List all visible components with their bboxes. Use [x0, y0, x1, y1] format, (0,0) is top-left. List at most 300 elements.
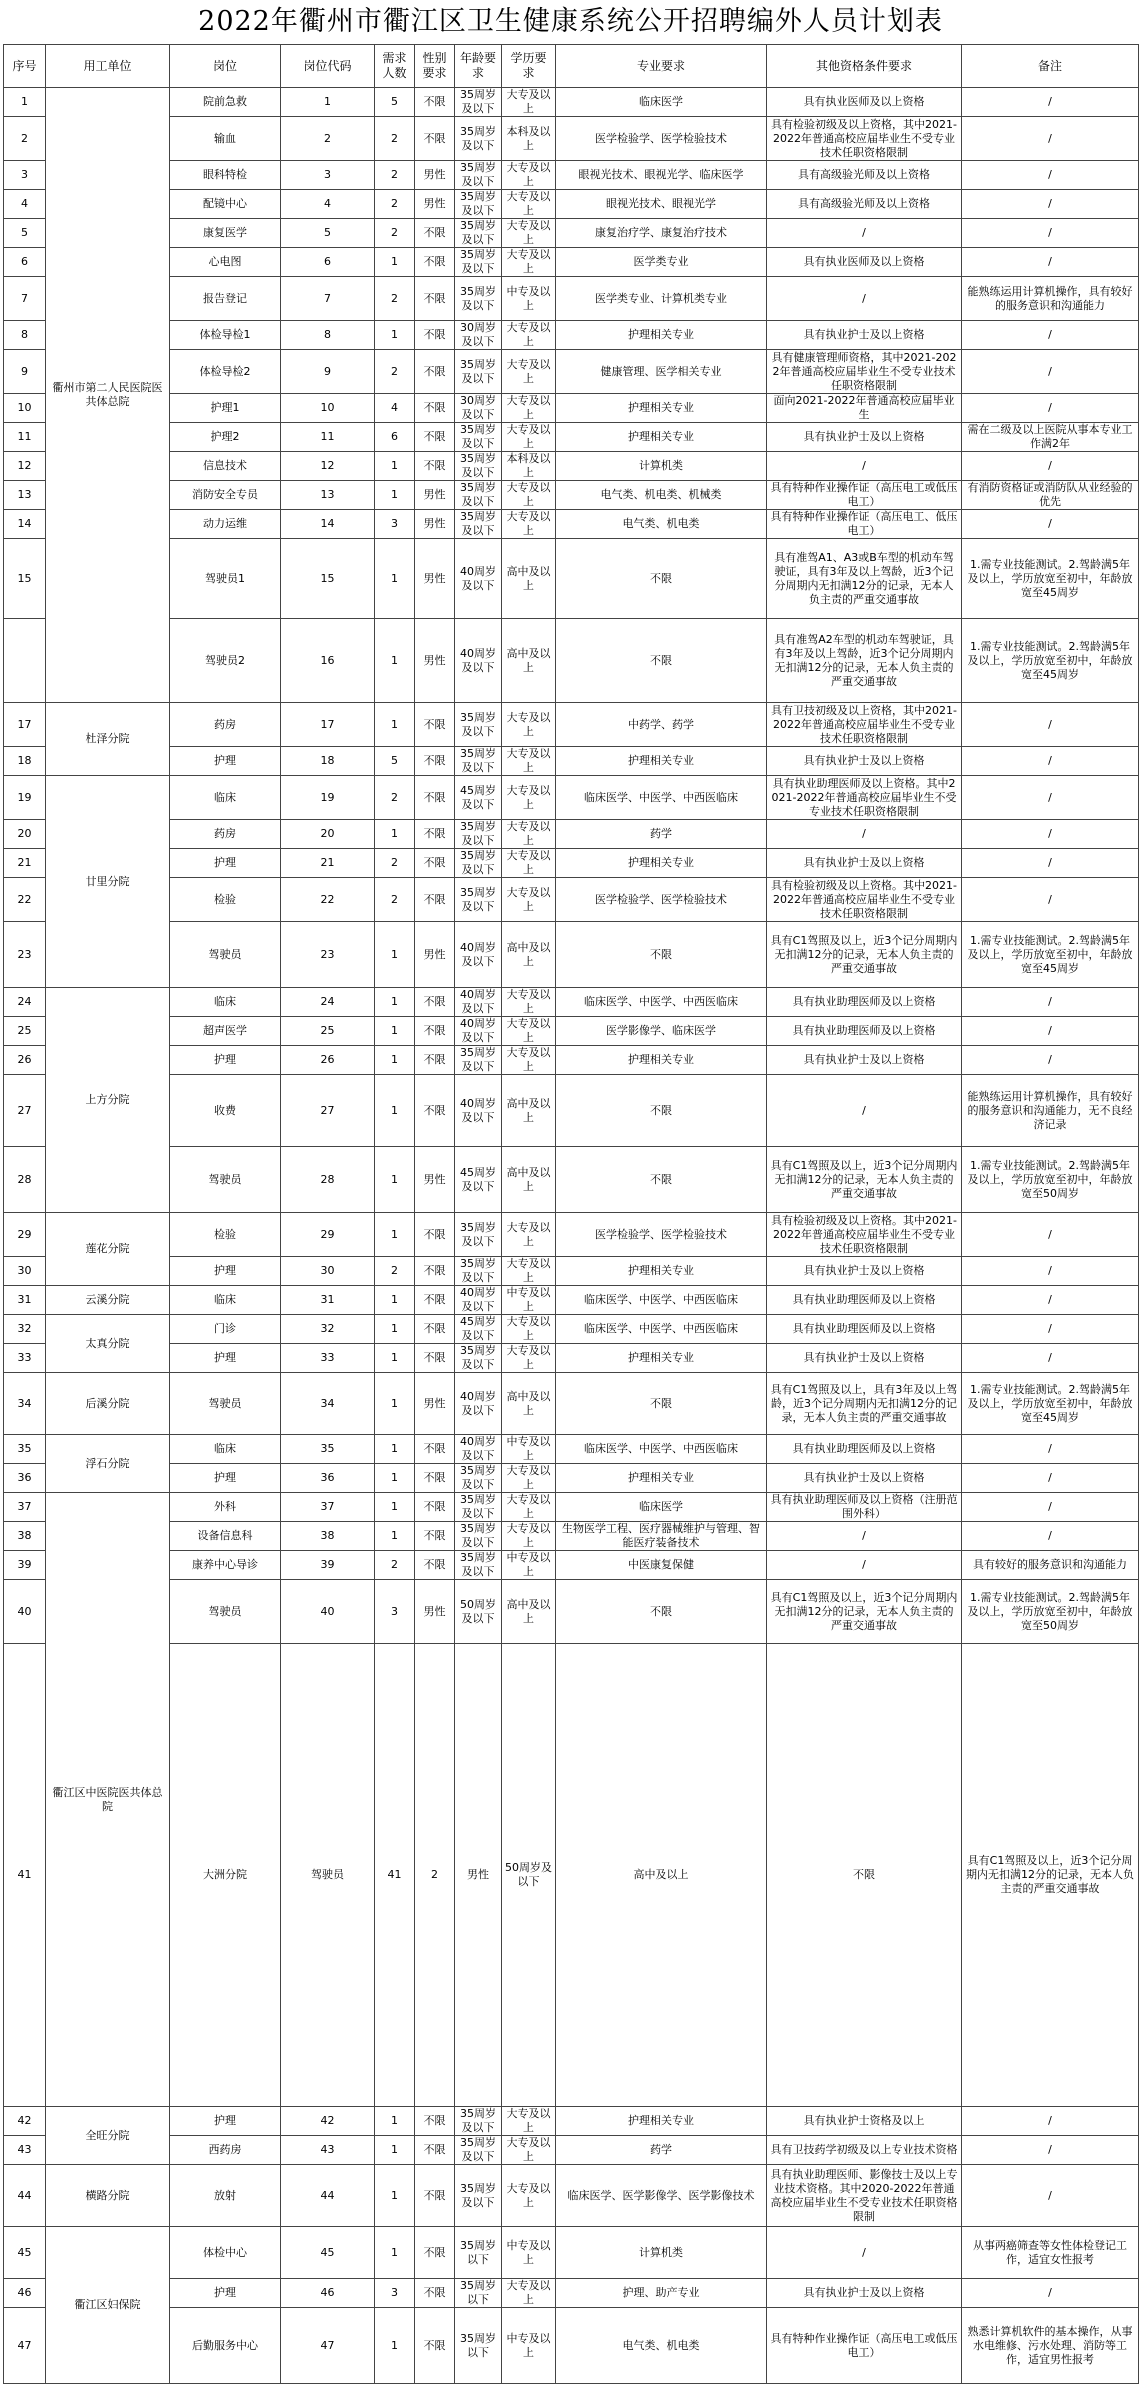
cell-code: 29 — [281, 1213, 375, 1257]
cell-post: 驾驶员 — [170, 1147, 281, 1213]
cell-no: 38 — [4, 1522, 46, 1551]
table-row — [4, 619, 1139, 703]
cell-post: 护理1 — [170, 394, 281, 423]
cell-code: 18 — [281, 747, 375, 776]
cell-edu: 大专及以上 — [502, 2279, 556, 2308]
cell-edu: 大专及以上 — [502, 2165, 556, 2227]
cell-age: 40周岁及以下 — [455, 539, 502, 619]
cell-post: 外科 — [170, 1493, 281, 1522]
cell-post: 动力运维 — [170, 510, 281, 539]
header-code: 岗位代码 — [281, 45, 375, 88]
cell-note: / — [962, 161, 1139, 190]
cell-code: 12 — [281, 452, 375, 481]
cell-major: 医学检验学、医学检验技术 — [556, 878, 767, 922]
cell-age: 35周岁及以下 — [455, 1522, 502, 1551]
cell-note: 1.需专业技能测试。2.驾龄满5年及以上，学历放宽至初中，年龄放宽至50周岁 — [962, 1147, 1139, 1213]
cell-other: 具有卫技初级及以上资格，其中2021-2022年普通高校应届毕业生不受专业技术任职资格限制 — [767, 703, 962, 747]
table-row — [4, 394, 1139, 423]
cell-major: 生物医学工程、医疗器械维护与管理、智能医疗装备技术 — [556, 1522, 767, 1551]
cell-no: 23 — [4, 922, 46, 988]
cell-edu: 大专及以上 — [502, 510, 556, 539]
cell-gender: 不限 — [415, 394, 455, 423]
cell-gender: 不限 — [415, 1435, 455, 1464]
cell-edu: 大专及以上 — [502, 190, 556, 219]
cell-major: 不限 — [556, 1580, 767, 1644]
cell-post: 驾驶员 — [170, 1373, 281, 1435]
cell-age: 35周岁及以下 — [455, 248, 502, 277]
cell-note: / — [962, 1046, 1139, 1075]
cell-other: 具有执业护士及以上资格 — [767, 1464, 962, 1493]
cell-code: 42 — [281, 2107, 375, 2136]
cell-post: 驾驶员2 — [170, 619, 281, 703]
cell-note: / — [962, 350, 1139, 394]
cell-other: 具有执业助理医师、影像技士及以上专业技术资格。其中2020-2022年普通高校应届毕业生不受专业技术任职资格限制 — [767, 2165, 962, 2227]
table-row — [4, 2227, 1139, 2279]
cell-code: 45 — [281, 2227, 375, 2279]
cell-age: 35周岁及以下 — [455, 747, 502, 776]
cell-no: 39 — [4, 1551, 46, 1580]
header-note: 备注 — [962, 45, 1139, 88]
cell-age: 35周岁及以下 — [455, 219, 502, 248]
cell-code: 24 — [281, 988, 375, 1017]
cell-note: 能熟练运用计算机操作，具有较好的服务意识和沟通能力 — [962, 277, 1139, 321]
cell-major: 健康管理、医学相关专业 — [556, 350, 767, 394]
cell-other: 具有执业助理医师及以上资格 — [767, 1435, 962, 1464]
cell-gender: 不限 — [415, 1522, 455, 1551]
cell-major: 康复治疗学、康复治疗技术 — [556, 219, 767, 248]
header-no: 序号 — [4, 45, 46, 88]
cell-edu: 大专及以上 — [502, 1257, 556, 1286]
cell-unit: 全旺分院 — [46, 2107, 170, 2165]
cell-other: 具有执业护士及以上资格 — [767, 849, 962, 878]
cell-other: 具有检验初级及以上资格，其中2021-2022年普通高校应届毕业生不受专业技术任职资格限制 — [767, 117, 962, 161]
cell-other: 具有C1驾照及以上，具有3年及以上驾龄，近3个记分周期内无扣满12分的记录，无本人负主责的严重交通事故 — [767, 1373, 962, 1435]
cell-gender: 不限 — [415, 1464, 455, 1493]
cell-major: 临床医学、中医学、中西医临床 — [556, 1286, 767, 1315]
cell-post: 消防安全专员 — [170, 481, 281, 510]
cell-age: 40周岁及以下 — [455, 1075, 502, 1147]
cell-edu: 高中及以上 — [502, 539, 556, 619]
cell-code: 47 — [281, 2308, 375, 2384]
cell-major: 不限 — [556, 539, 767, 619]
cell-note: / — [962, 2165, 1139, 2227]
cell-gender: 不限 — [415, 747, 455, 776]
table-row — [4, 1522, 1139, 1551]
cell-code: 15 — [281, 539, 375, 619]
cell-other: 具有执业医师及以上资格 — [767, 248, 962, 277]
cell-no: 8 — [4, 321, 46, 350]
cell-age: 45周岁及以下 — [455, 1315, 502, 1344]
cell-gender: 不限 — [415, 350, 455, 394]
cell-edu: 大专及以上 — [502, 2136, 556, 2165]
cell-no: 18 — [4, 747, 46, 776]
cell-major: 中药学、药学 — [556, 703, 767, 747]
cell-no: 27 — [4, 1075, 46, 1147]
cell-code: 31 — [281, 1286, 375, 1315]
cell-edu: 本科及以上 — [502, 117, 556, 161]
cell-edu: 大专及以上 — [502, 321, 556, 350]
cell-code: 32 — [281, 1315, 375, 1344]
cell-other: / — [767, 820, 962, 849]
cell-post: 临床 — [170, 1435, 281, 1464]
cell-major: 临床医学 — [556, 88, 767, 117]
cell-major: 护理相关专业 — [556, 423, 767, 452]
cell-post: 检验 — [170, 878, 281, 922]
table-row — [4, 1493, 1139, 1522]
table-row — [4, 1644, 1139, 2107]
cell-gender: 男性 — [415, 481, 455, 510]
cell-unit: 后溪分院 — [46, 1373, 170, 1435]
cell-age: 30周岁及以下 — [455, 394, 502, 423]
cell-gender: 不限 — [415, 1017, 455, 1046]
table-row — [4, 1464, 1139, 1493]
cell-code: 39 — [281, 1551, 375, 1580]
cell-note: / — [962, 703, 1139, 747]
cell-post: 康复医学 — [170, 219, 281, 248]
cell-code: 40 — [281, 1580, 375, 1644]
page-title: 2022年衢州市衢江区卫生健康系统公开招聘编外人员计划表 — [198, 6, 943, 37]
cell-age: 40周岁及以下 — [455, 1373, 502, 1435]
cell-no — [4, 619, 46, 703]
table-row — [4, 321, 1139, 350]
table-row — [4, 820, 1139, 849]
cell-no: 43 — [4, 2136, 46, 2165]
cell-note: 需在二级及以上医院从事本专业工作满2年 — [962, 423, 1139, 452]
cell-no: 34 — [4, 1373, 46, 1435]
header-gender: 性别要求 — [415, 45, 455, 88]
cell-count: 5 — [375, 747, 415, 776]
cell-major: 电气类、机电类、机械类 — [556, 481, 767, 510]
cell-no: 45 — [4, 2227, 46, 2279]
cell-edu: 大专及以上 — [502, 248, 556, 277]
cell-age: 45周岁及以下 — [455, 776, 502, 820]
cell-count: 1 — [375, 1286, 415, 1315]
cell-other: / — [767, 277, 962, 321]
table-row — [4, 1286, 1139, 1315]
table-row — [4, 1373, 1139, 1435]
cell-post: 护理 — [170, 1046, 281, 1075]
cell-count: 1 — [375, 1373, 415, 1435]
cell-gender: 不限 — [415, 1046, 455, 1075]
cell-no: 28 — [4, 1147, 46, 1213]
cell-other: / — [767, 2227, 962, 2279]
cell-major: 医学类专业 — [556, 248, 767, 277]
table-row — [4, 190, 1139, 219]
cell-code: 3 — [281, 161, 375, 190]
cell-gender: 不限 — [415, 2107, 455, 2136]
cell-code: 25 — [281, 1017, 375, 1046]
cell-edu: 大专及以上 — [502, 161, 556, 190]
cell-gender: 男性 — [415, 1580, 455, 1644]
cell-major: 临床医学 — [556, 1493, 767, 1522]
cell-note: / — [962, 1017, 1139, 1046]
cell-major: 不限 — [556, 1075, 767, 1147]
cell-unit: 浮石分院 — [46, 1435, 170, 1493]
cell-note: / — [962, 1464, 1139, 1493]
cell-no: 26 — [4, 1046, 46, 1075]
table-row — [4, 510, 1139, 539]
cell-edu: 大专及以上 — [502, 1017, 556, 1046]
cell-note: 1.需专业技能测试。2.驾龄满5年及以上，学历放宽至初中，年龄放宽至45周岁 — [962, 539, 1139, 619]
cell-gender: 不限 — [415, 1257, 455, 1286]
table-body — [4, 88, 1139, 2384]
cell-unit: 大洲分院 — [170, 1644, 281, 2107]
cell-major: 医学检验学、医学检验技术 — [556, 1213, 767, 1257]
table-row — [4, 423, 1139, 452]
cell-edu: 高中及以上 — [502, 619, 556, 703]
cell-no: 14 — [4, 510, 46, 539]
cell-note: / — [962, 452, 1139, 481]
cell-note: / — [962, 88, 1139, 117]
cell-note: / — [962, 1257, 1139, 1286]
cell-no: 24 — [4, 988, 46, 1017]
cell-no: 1 — [4, 88, 46, 117]
cell-note: 1.需专业技能测试。2.驾龄满5年及以上，学历放宽至初中，年龄放宽至45周岁 — [962, 619, 1139, 703]
cell-no: 33 — [4, 1344, 46, 1373]
cell-other: / — [767, 452, 962, 481]
cell-major: 不限 — [556, 922, 767, 988]
cell-code: 6 — [281, 248, 375, 277]
cell-code: 19 — [281, 776, 375, 820]
cell-edu: 大专及以上 — [502, 219, 556, 248]
cell-other: 具有执业护士及以上资格 — [767, 1046, 962, 1075]
cell-other: / — [767, 1075, 962, 1147]
cell-major: 中医康复保健 — [556, 1551, 767, 1580]
cell-code: 27 — [281, 1075, 375, 1147]
cell-post: 护理2 — [170, 423, 281, 452]
cell-post: 临床 — [170, 1286, 281, 1315]
cell-no: 13 — [4, 481, 46, 510]
cell-major: 护理相关专业 — [556, 394, 767, 423]
table-row — [4, 1017, 1139, 1046]
cell-count: 2 — [415, 1644, 455, 2107]
cell-count: 1 — [375, 2227, 415, 2279]
cell-gender: 不限 — [415, 820, 455, 849]
cell-gender: 男性 — [415, 619, 455, 703]
cell-edu: 大专及以上 — [502, 350, 556, 394]
cell-gender: 不限 — [415, 776, 455, 820]
cell-count: 1 — [375, 248, 415, 277]
header-other: 其他资格条件要求 — [767, 45, 962, 88]
cell-age: 35周岁及以下 — [455, 452, 502, 481]
cell-no: 41 — [4, 1644, 46, 2107]
cell-count: 1 — [375, 321, 415, 350]
cell-unit: 衢江区妇保院 — [46, 2227, 170, 2384]
cell-note: / — [962, 219, 1139, 248]
cell-age: 35周岁以下 — [455, 2308, 502, 2384]
table-row — [4, 117, 1139, 161]
cell-unit: 太真分院 — [46, 1315, 170, 1373]
cell-note: / — [962, 394, 1139, 423]
cell-post: 超声医学 — [170, 1017, 281, 1046]
cell-post: 驾驶员 — [281, 1644, 375, 2107]
cell-age: 35周岁及以下 — [455, 1213, 502, 1257]
cell-edu: 大专及以上 — [502, 878, 556, 922]
cell-no: 15 — [4, 539, 46, 619]
cell-major: 电气类、机电类 — [556, 510, 767, 539]
cell-note: / — [962, 2279, 1139, 2308]
cell-edu: 大专及以上 — [502, 1464, 556, 1493]
cell-count: 1 — [375, 703, 415, 747]
cell-edu: 高中及以上 — [556, 1644, 767, 2107]
cell-age: 35周岁及以下 — [455, 2165, 502, 2227]
cell-count: 2 — [375, 1257, 415, 1286]
cell-code: 20 — [281, 820, 375, 849]
cell-edu: 高中及以上 — [502, 1373, 556, 1435]
cell-code: 26 — [281, 1046, 375, 1075]
cell-count: 1 — [375, 1213, 415, 1257]
table-row — [4, 1147, 1139, 1213]
cell-gender: 不限 — [415, 248, 455, 277]
cell-count: 1 — [375, 2308, 415, 2384]
table-row — [4, 2107, 1139, 2136]
cell-count: 3 — [375, 1580, 415, 1644]
table-row — [4, 1075, 1139, 1147]
cell-age: 35周岁及以下 — [455, 1551, 502, 1580]
cell-unit: 上方分院 — [46, 988, 170, 1213]
cell-edu: 大专及以上 — [502, 703, 556, 747]
cell-edu: 大专及以上 — [502, 423, 556, 452]
cell-gender: 不限 — [415, 1075, 455, 1147]
cell-age: 35周岁及以下 — [455, 510, 502, 539]
cell-note: / — [962, 117, 1139, 161]
cell-age: 40周岁及以下 — [455, 1435, 502, 1464]
cell-note: 能熟练运用计算机操作，具有较好的服务意识和沟通能力，无不良经济记录 — [962, 1075, 1139, 1147]
cell-edu: 大专及以上 — [502, 1046, 556, 1075]
cell-gender: 不限 — [415, 277, 455, 321]
table-row — [4, 248, 1139, 277]
cell-note: / — [962, 321, 1139, 350]
cell-no: 31 — [4, 1286, 46, 1315]
cell-major: 护理相关专业 — [556, 321, 767, 350]
cell-gender: 不限 — [415, 452, 455, 481]
cell-count: 2 — [375, 350, 415, 394]
cell-code: 13 — [281, 481, 375, 510]
table-row — [4, 922, 1139, 988]
cell-age: 40周岁及以下 — [455, 1017, 502, 1046]
cell-major: 计算机类 — [556, 2227, 767, 2279]
cell-no: 6 — [4, 248, 46, 277]
cell-no: 36 — [4, 1464, 46, 1493]
cell-count: 1 — [375, 1017, 415, 1046]
cell-count: 1 — [375, 2107, 415, 2136]
cell-no: 19 — [4, 776, 46, 820]
cell-gender: 不限 — [415, 1315, 455, 1344]
cell-note: 1.需专业技能测试。2.驾龄满5年及以上，学历放宽至初中，年龄放宽至45周岁 — [962, 1373, 1139, 1435]
cell-count: 1 — [375, 619, 415, 703]
cell-no: 17 — [4, 703, 46, 747]
cell-code: 36 — [281, 1464, 375, 1493]
cell-code: 30 — [281, 1257, 375, 1286]
cell-note: / — [962, 747, 1139, 776]
table-row — [4, 1315, 1139, 1344]
cell-major: 护理相关专业 — [556, 1257, 767, 1286]
cell-count: 1 — [375, 988, 415, 1017]
cell-gender: 不限 — [415, 1493, 455, 1522]
table-row — [4, 2279, 1139, 2308]
cell-code: 17 — [281, 703, 375, 747]
cell-major: 护理相关专业 — [556, 849, 767, 878]
cell-no: 25 — [4, 1017, 46, 1046]
cell-count: 5 — [375, 88, 415, 117]
cell-major: 护理相关专业 — [556, 1344, 767, 1373]
cell-other: 具有执业助理医师及以上资格 — [767, 1315, 962, 1344]
cell-edu: 中专及以上 — [502, 1286, 556, 1315]
cell-post: 临床 — [170, 776, 281, 820]
cell-note: / — [962, 1493, 1139, 1522]
cell-gender: 不限 — [415, 2136, 455, 2165]
cell-age: 35周岁以下 — [455, 2227, 502, 2279]
cell-other: 具有执业护士及以上资格 — [767, 1257, 962, 1286]
cell-other: 具有执业助理医师及以上资格 — [767, 1286, 962, 1315]
cell-note: 有消防资格证或消防队从业经验的优先 — [962, 481, 1139, 510]
cell-no: 46 — [4, 2279, 46, 2308]
cell-other: 具有C1驾照及以上，近3个记分周期内无扣满12分的记录，无本人负主责的严重交通事故 — [767, 1580, 962, 1644]
cell-gender: 男性 — [415, 1147, 455, 1213]
cell-other: 具有执业护士及以上资格 — [767, 2279, 962, 2308]
cell-note: / — [962, 1286, 1139, 1315]
cell-code: 11 — [281, 423, 375, 452]
cell-age: 40周岁及以下 — [455, 619, 502, 703]
cell-note: / — [962, 2107, 1139, 2136]
cell-other: 具有执业助理医师及以上资格（注册范围外科） — [767, 1493, 962, 1522]
cell-other: 具有检验初级及以上资格。其中2021-2022年普通高校应届毕业生不受专业技术任职资格限制 — [767, 1213, 962, 1257]
cell-edu: 大专及以上 — [502, 394, 556, 423]
cell-age: 35周岁及以下 — [455, 1344, 502, 1373]
cell-code: 44 — [281, 2165, 375, 2227]
cell-unit: 杜泽分院 — [46, 703, 170, 776]
cell-post: 眼科特检 — [170, 161, 281, 190]
cell-note: / — [962, 248, 1139, 277]
cell-gender: 不限 — [415, 117, 455, 161]
cell-count: 2 — [375, 190, 415, 219]
cell-post: 护理 — [170, 747, 281, 776]
header-major: 专业要求 — [556, 45, 767, 88]
cell-age: 50周岁及以下 — [502, 1644, 556, 2107]
cell-major: 医学检验学、医学检验技术 — [556, 117, 767, 161]
cell-count: 1 — [375, 820, 415, 849]
cell-count: 1 — [375, 1435, 415, 1464]
cell-no: 35 — [4, 1435, 46, 1464]
table-row — [4, 481, 1139, 510]
cell-major: 护理相关专业 — [556, 2107, 767, 2136]
cell-age: 40周岁及以下 — [455, 1286, 502, 1315]
cell-post: 护理 — [170, 2107, 281, 2136]
cell-age: 35周岁及以下 — [455, 1493, 502, 1522]
cell-unit: 衢江区中医院医共体总院 — [46, 1493, 170, 2107]
cell-no: 5 — [4, 219, 46, 248]
header-count: 需求人数 — [375, 45, 415, 88]
cell-gender: 不限 — [415, 1213, 455, 1257]
table-row — [4, 1344, 1139, 1373]
cell-major: 眼视光技术、眼视光学 — [556, 190, 767, 219]
cell-post: 驾驶员 — [170, 922, 281, 988]
cell-note: / — [962, 510, 1139, 539]
cell-code: 16 — [281, 619, 375, 703]
cell-note: / — [962, 1435, 1139, 1464]
cell-post: 康养中心导诊 — [170, 1551, 281, 1580]
cell-other: 具有执业助理医师及以上资格。其中2021-2022年普通高校应届毕业生不受专业技术任职资格限制 — [767, 776, 962, 820]
cell-major: 不限 — [767, 1644, 962, 2107]
table-row — [4, 1046, 1139, 1075]
cell-edu: 大专及以上 — [502, 1213, 556, 1257]
cell-post: 院前急救 — [170, 88, 281, 117]
cell-major: 药学 — [556, 820, 767, 849]
cell-no: 42 — [4, 2107, 46, 2136]
cell-other: 具有执业助理医师及以上资格 — [767, 1017, 962, 1046]
cell-other: 具有检验初级及以上资格。其中2021-2022年普通高校应届毕业生不受专业技术任职资格限制 — [767, 878, 962, 922]
cell-count: 1 — [375, 1315, 415, 1344]
